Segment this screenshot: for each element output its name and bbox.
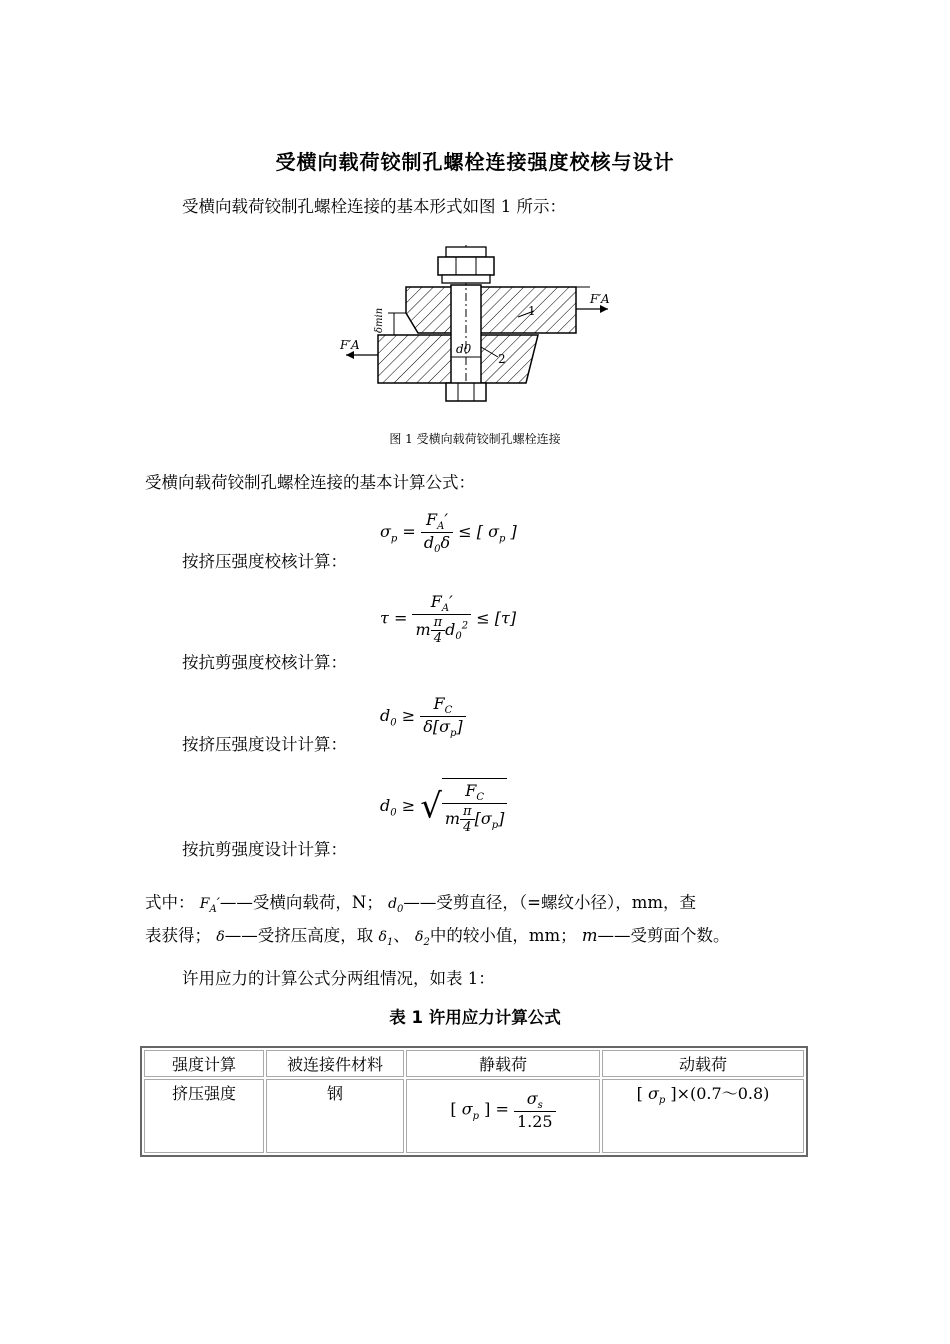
cell-calc: 挤压强度 — [144, 1079, 264, 1153]
intro-paragraph: 受横向载荷铰制孔螺栓连接的基本形式如图 1 所示： — [182, 197, 566, 216]
header-static: 静载荷 — [406, 1050, 600, 1077]
where-line-2: 表获得； δ——受挤压高度，取 $\delta_1$、 $\delta_2$中的较小值，mm； m——受剪面个数。 — [145, 926, 730, 948]
formula-shear-design: $d_0$ ≥ √ $F_C$ m $\frac{\pi}{4}$ $[\sigma_p]$ — [380, 778, 507, 835]
bolt-head — [446, 383, 486, 401]
part2-label: 2 — [498, 352, 506, 366]
formulas-intro: 受横向载荷铰制孔螺栓连接的基本计算公式： — [145, 473, 475, 492]
formula4-label: 按抗剪强度设计计算： — [182, 840, 347, 859]
where-line-1: 式中： $F_A'——$受横向载荷，N； $d_0——$受剪直径，（=螺纹小径），mm，查 — [145, 893, 697, 915]
formula2-label: 按抗剪强度校核计算： — [182, 653, 347, 672]
fa-description: ——受横向载荷，N； — [219, 893, 383, 912]
cell-dynamic: [ $\sigma_p$ ]×(0.7～0.8) — [602, 1079, 804, 1153]
formula1-label: 按挤压强度校核计算： — [182, 552, 347, 571]
table-header-row — [144, 1050, 804, 1077]
header-material: 被连接件材料 — [266, 1050, 404, 1077]
force-right-label: F′A — [590, 292, 610, 306]
separator: 、 — [393, 926, 410, 945]
m-description: ——受剪面个数。 — [597, 926, 730, 945]
formula-shear-check: τ = $F_A'$ m $\frac{\pi}{4}$ $d_0^2$ ≤ [τ] — [380, 592, 517, 647]
nut — [438, 257, 494, 275]
d0-label: d0 — [456, 342, 472, 356]
part1-label: 1 — [528, 304, 536, 318]
washer — [442, 275, 490, 283]
allowable-stress-table — [140, 1046, 808, 1157]
bolt-connection-figure — [338, 235, 618, 410]
page-title: 受横向载荷铰制孔螺栓连接强度校核与设计 — [275, 150, 675, 174]
table-row — [144, 1079, 804, 1153]
where-prefix: 式中： — [145, 893, 195, 912]
formula-squeeze-design: $d_0$ ≥ $\frac{F_C}{\delta[\sigma_p]}$ — [380, 694, 466, 739]
formula3-label: 按挤压强度设计计算： — [182, 735, 347, 754]
m-symbol: m — [581, 926, 598, 945]
header-calc: 强度计算 — [144, 1050, 264, 1077]
bolt-end — [446, 247, 486, 257]
delta-min-label: δmin — [374, 307, 385, 333]
formula-squeeze-check: $\sigma_p$ = $\frac{F_A'}{d_0\delta}$ ≤ [ $\sigma_p$ ] — [380, 510, 517, 556]
delta-description: ——受挤压高度，取 — [224, 926, 374, 945]
table-title: 表 1 许用应力计算公式 — [389, 1008, 561, 1027]
d0-description: ——受剪直径，（=螺纹小径），mm，查 — [403, 893, 697, 912]
delta-tail: 中的较小值，mm； — [429, 926, 577, 945]
figure-caption: 图 1 受横向载荷铰制孔螺栓连接 — [389, 432, 561, 446]
cell-static: [ $\sigma_p$ ] = $\frac{\sigma_s}{1.25}$ — [406, 1079, 600, 1153]
cell-material: 钢 — [266, 1079, 404, 1153]
upper-plate — [406, 287, 576, 333]
force-left-label: F′A — [340, 338, 360, 352]
where-prefix-2: 表获得； — [145, 926, 211, 945]
allow-intro: 许用应力的计算公式分两组情况，如表 1： — [182, 969, 495, 988]
header-dynamic: 动载荷 — [602, 1050, 804, 1077]
